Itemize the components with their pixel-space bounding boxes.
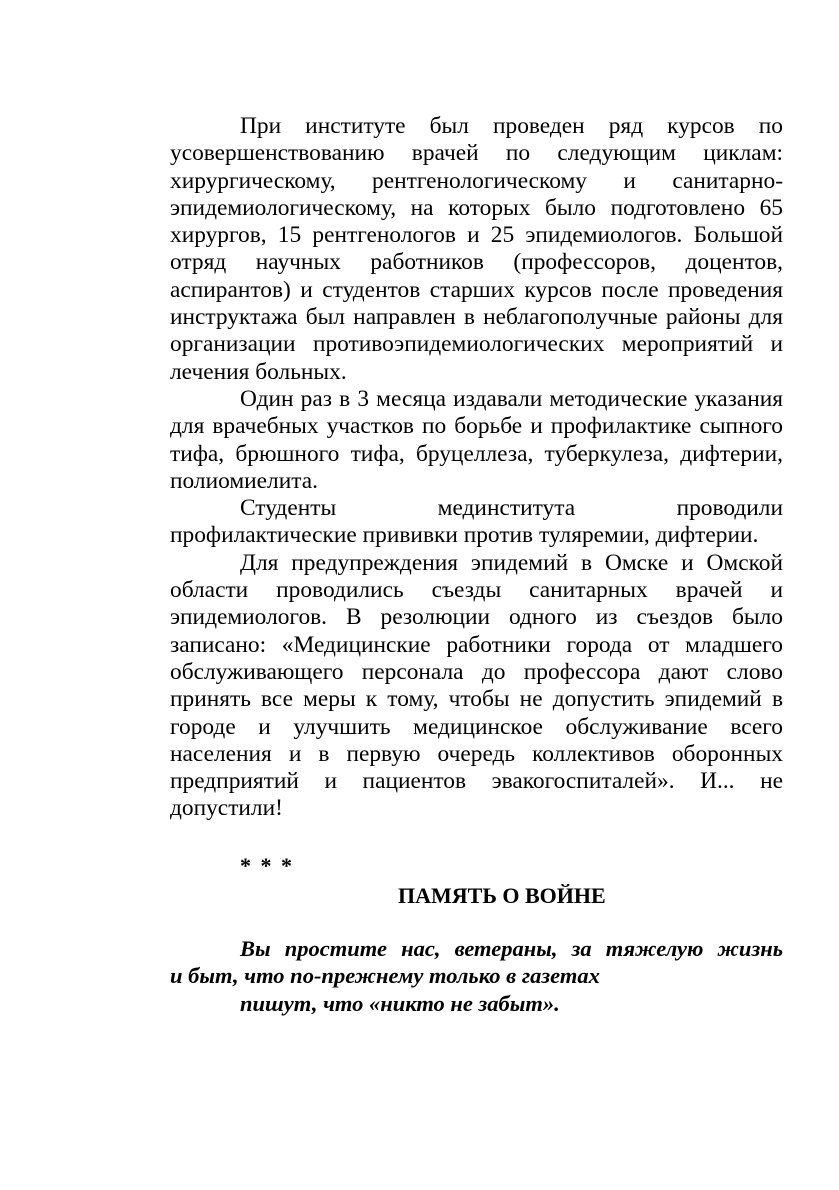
paragraph-guidelines: Один раз в 3 месяца издавали методические указания для врачебных участков по борьбе и профилактике сыпного тифа, брюшного тифа, бруцеллеза, туберкулеза, дифтерии, полиомиелита. (170, 385, 783, 494)
paragraph-students (170, 495, 783, 522)
epigraph-line-2: и быт, что по-прежнему только в газетах (170, 963, 600, 989)
document-page (170, 113, 783, 1017)
section-separator: * * * (240, 852, 294, 878)
paragraph-vaccinations: профилактические прививки против туляремии, дифтерии. (170, 522, 759, 549)
paragraph-congress: Для предупреждения эпидемий в Омске и Омской области проводились съезды санитарных врачей и эпидемиологов. В резолюции одного из съездов было записано: «Медицинские работники города от младшего обслуживающего персонала до профессора дают слово принять все меры к тому, чтобы не допустить эпидемий в городе и улучшить медицинское обслуживание всего населения и в первую очередь коллективов оборонных предприятий и пациентов эвакогоспиталей». И... не допустили! (170, 549, 783, 822)
epigraph-line-1: Вы простите нас, ветераны, за тяжелую жизнь (240, 935, 783, 961)
section-title: ПАМЯТЬ О ВОЙНЕ (398, 882, 606, 908)
paragraph-students-line1: Студенты мединститута проводили (240, 495, 783, 522)
epigraph-line-3: пишут, что «никто не забыт». (240, 990, 560, 1016)
epigraph (170, 935, 783, 1018)
paragraph-courses: При институте был проведен ряд курсов по усовершенствованию врачей по следующим циклам: хирургическому, рентгенологическому и санитарно-эпидемиологическому, на которых было подготовлено 65 хирургов, 15 рентгенологов и 25 эпидемиологов. Большой отряд научных работников (профессоров, доцентов, аспирантов) и студентов старших курсов после проведения инструктажа был направлен в неблагополучные районы для организации противоэпидемиологических мероприятий и лечения больных. (170, 113, 783, 385)
